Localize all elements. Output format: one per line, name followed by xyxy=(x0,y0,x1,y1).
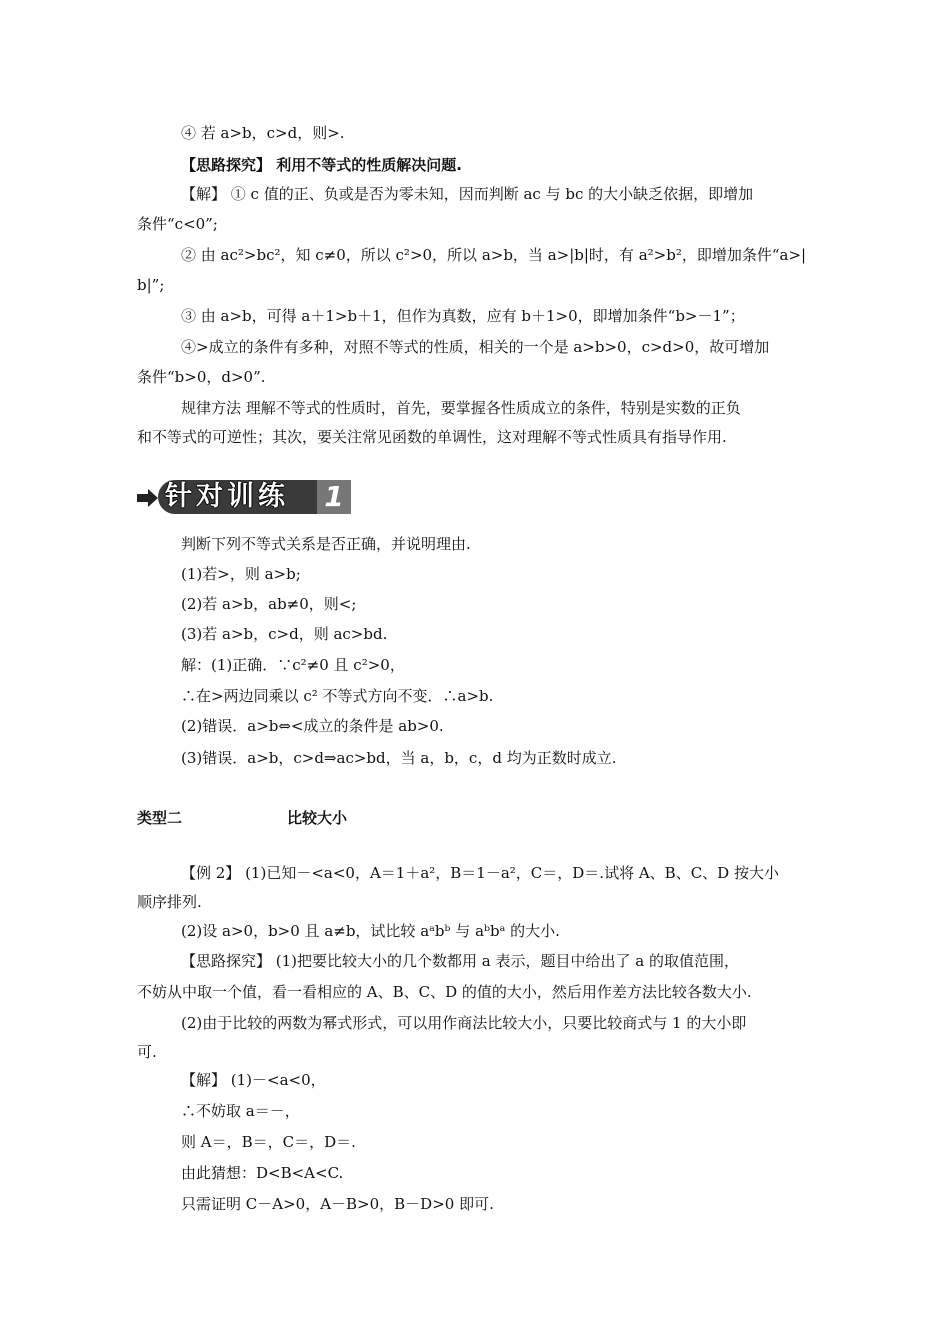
training-answer-line: ∴在>两边同乘以 c² 不等式方向不变．∴a>b. xyxy=(181,687,494,705)
example-line: 顺序排列. xyxy=(137,893,202,911)
training-answer-line: (2)错误．a>b⇔<成立的条件是 ab>0. xyxy=(181,717,444,735)
training-line: (3)若 a>b，c>d，则 ac>bd. xyxy=(181,625,388,643)
solution-line: 条件“c<0”; xyxy=(137,215,218,233)
training-line: 判断下列不等式关系是否正确，并说明理由. xyxy=(181,535,471,553)
training-banner xyxy=(137,478,357,518)
method-note-line: 规律方法 理解不等式的性质时，首先，要掌握各性质成立的条件，特别是实数的正负 xyxy=(181,399,741,417)
arrow-right-icon xyxy=(137,488,159,508)
training-answer-line: (3)错误．a>b，c>d⇒ac>bd，当 a，b，c，d 均为正数时成立. xyxy=(181,749,617,767)
solution-item-4-statement: ④ 若 a>b，c>d，则>. xyxy=(181,124,345,142)
banner-number: 1 xyxy=(317,480,351,514)
example-idea-line: (2)由于比较的两数为幂式形式，可以用作商法比较大小，只要比较商式与 1 的大小即 xyxy=(181,1014,747,1032)
solution-line: b|”; xyxy=(137,276,165,294)
example-line: (2)设 a>0，b>0 且 a≠b，试比较 aᵃbᵇ 与 aᵇbᵃ 的大小. xyxy=(181,922,560,940)
example-line: 【例 2】 (1)已知－<a<0，A＝1＋a²，B＝1－a²，C＝，D＝.试将 A、B、C、D 按大小 xyxy=(181,864,779,882)
example-solution-line: ∴不妨取 a＝－， xyxy=(181,1102,300,1120)
solution-line: ③ 由 a>b，可得 a＋1>b＋1，但作为真数，应有 b＋1>0，即增加条件“b>－1”； xyxy=(181,307,745,325)
example-solution-line: 只需证明 C－A>0，A－B>0，B－D>0 即可. xyxy=(181,1195,494,1213)
solution-line: 【解】 ① c 值的正、负或是否为零未知，因而判断 ac 与 bc 的大小缺乏依据，即增加 xyxy=(181,185,754,203)
example-idea-line: 【思路探究】 (1)把要比较大小的几个数都用 a 表示，题目中给出了 a 的取值范围， xyxy=(181,952,739,970)
training-line: (2)若 a>b，ab≠0，则<; xyxy=(181,595,357,613)
example-solution-line: 由此猜想：D<B<A<C. xyxy=(181,1164,344,1182)
training-answer-line: 解：(1)正确．∵c²≠0 且 c²>0， xyxy=(181,656,405,674)
training-line: (1)若>，则 a>b; xyxy=(181,565,301,583)
solution-line: ④>成立的条件有多种，对照不等式的性质，相关的一个是 a>b>0，c>d>0，故可增加 xyxy=(181,338,770,356)
method-note-line: 和不等式的可逆性；其次，要关注常见函数的单调性，这对理解不等式性质具有指导作用. xyxy=(137,428,727,446)
section-title: 比较大小 xyxy=(287,809,348,827)
example-solution-line: 则 A＝，B＝，C＝，D＝. xyxy=(181,1133,356,1151)
example-idea-line: 可. xyxy=(137,1043,157,1061)
solution-line: 条件“b>0，d>0”. xyxy=(137,368,266,386)
idea-explore-line: 【思路探究】 利用不等式的性质解决问题. xyxy=(181,156,462,174)
banner-title: 针对训练 xyxy=(165,481,289,512)
solution-line: ② 由 ac²>bc²，知 c≠0，所以 c²>0，所以 a>b，当 a>|b|时，有 a²>b²，即增加条件“a>| xyxy=(181,246,807,264)
example-solution-line: 【解】 (1)－<a<0， xyxy=(181,1071,326,1089)
example-idea-line: 不妨从中取一个值，看一看相应的 A、B、C、D 的值的大小，然后用作差方法比较各数大小. xyxy=(137,983,752,1001)
section-type-label: 类型二 xyxy=(137,809,183,827)
